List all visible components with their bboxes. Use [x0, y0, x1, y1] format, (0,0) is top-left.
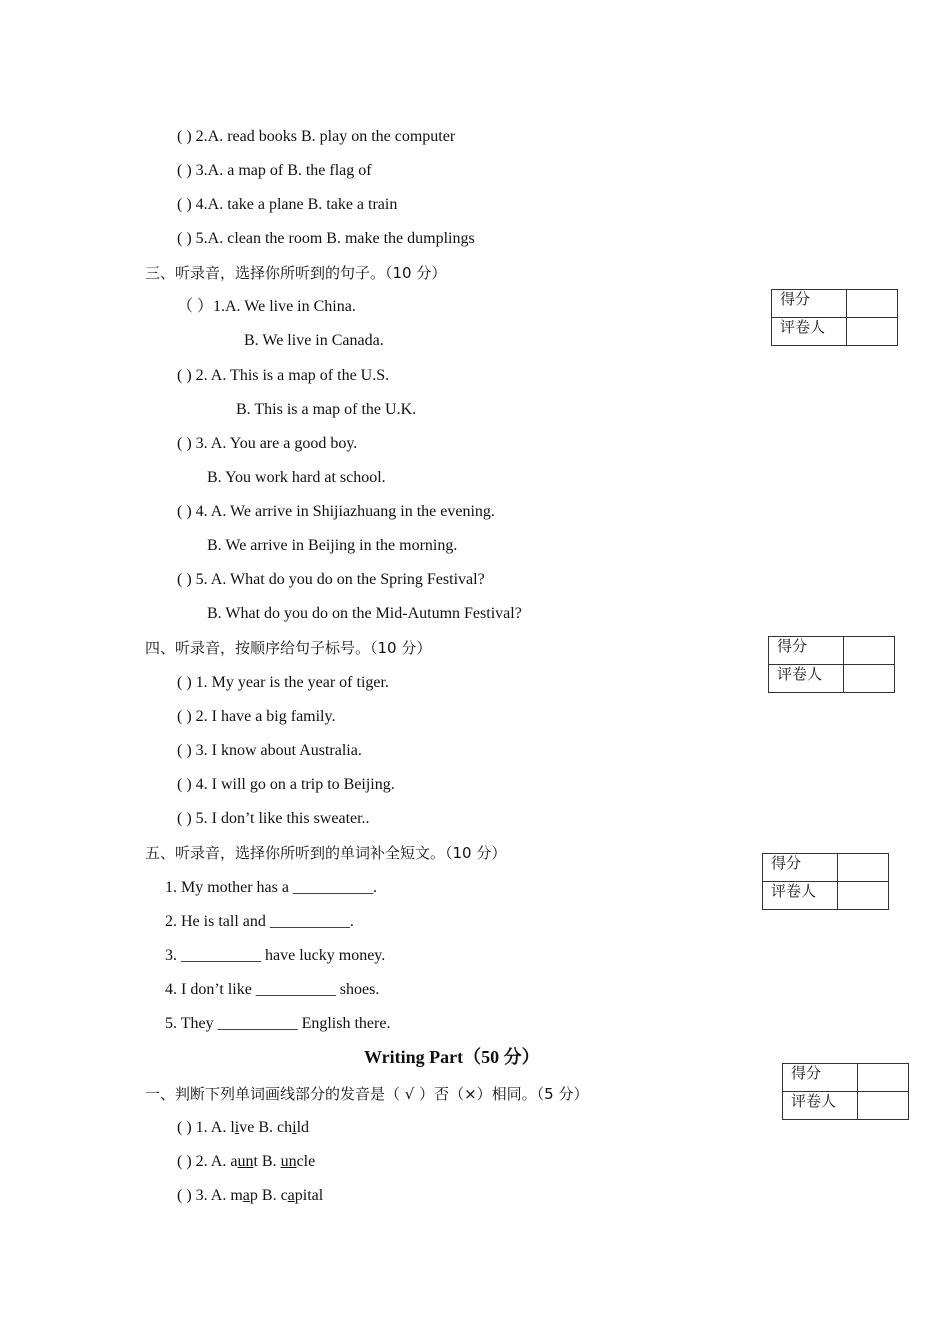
section-heading: 一、判断下列单词画线部分的发音是（ √ ）否（×）相同。（5 分）	[145, 1085, 589, 1103]
question-line: B. We live in Canada.	[244, 332, 384, 349]
score-box	[782, 1063, 909, 1120]
question-line: ( ) 5. A. What do you do on the Spring Festival?	[177, 571, 485, 588]
question-line: ( ) 2. I have a big family.	[177, 708, 336, 725]
score-label: 得分	[769, 637, 844, 665]
question-line: 1. My mother has a __________.	[165, 879, 377, 896]
question-line: 4. I don’t like __________ shoes.	[165, 981, 380, 998]
score-label: 得分	[772, 290, 847, 318]
grader-label: 评卷人	[772, 318, 847, 346]
score-cell[interactable]	[847, 290, 898, 318]
score-cell[interactable]	[844, 637, 895, 665]
question-line: ( ) 1. A. live B. child	[177, 1119, 310, 1136]
question-line: 5. They __________ English there.	[165, 1015, 391, 1032]
score-box	[771, 289, 898, 346]
score-box	[762, 853, 889, 910]
question-line: ( ) 1. My year is the year of tiger.	[177, 674, 389, 691]
question-line: ( ) 4. A. We arrive in Shijiazhuang in the evening.	[177, 503, 495, 520]
section-heading: 五、听录音，选择你所听到的单词补全短文。（10 分）	[145, 844, 507, 862]
grader-cell[interactable]	[838, 882, 889, 910]
question-line: ( ) 5. I don’t like this sweater..	[177, 810, 370, 827]
grader-label: 评卷人	[769, 665, 844, 693]
question-line: ( ) 3. A. You are a good boy.	[177, 435, 358, 452]
question-line: B. We arrive in Beijing in the morning.	[207, 537, 458, 554]
score-label: 得分	[763, 854, 838, 882]
question-line: ( ) 2.A. read books B. play on the computer	[177, 128, 456, 145]
section-heading: 三、听录音，选择你所听到的句子。（10 分）	[145, 264, 447, 282]
question-line: ( ) 2. A. aunt B. uncle	[177, 1153, 316, 1170]
question-line: 3. __________ have lucky money.	[165, 947, 386, 964]
question-line: ( ) 3.A. a map of B. the flag of	[177, 162, 372, 179]
question-line: B. What do you do on the Mid-Autumn Festival?	[207, 605, 522, 622]
question-line: B. This is a map of the U.K.	[236, 401, 417, 418]
question-line: ( ) 4. I will go on a trip to Beijing.	[177, 776, 395, 793]
section-heading: 四、听录音，按顺序给句子标号。（10 分）	[145, 639, 432, 657]
question-line: ( ) 3. A. map B. capital	[177, 1187, 324, 1204]
grader-cell[interactable]	[858, 1092, 909, 1120]
question-line: ( ) 5.A. clean the room B. make the dumplings	[177, 230, 475, 247]
question-line: 2. He is tall and __________.	[165, 913, 354, 930]
score-label: 得分	[783, 1064, 858, 1092]
grader-label: 评卷人	[783, 1092, 858, 1120]
score-cell[interactable]	[858, 1064, 909, 1092]
question-line: （ ）1.A. We live in China.	[177, 298, 356, 315]
question-line: ( ) 3. I know about Australia.	[177, 742, 362, 759]
question-line: ( ) 2. A. This is a map of the U.S.	[177, 367, 390, 384]
question-line: ( ) 4.A. take a plane B. take a train	[177, 196, 398, 213]
grader-cell[interactable]	[844, 665, 895, 693]
score-box	[768, 636, 895, 693]
question-line: B. You work hard at school.	[207, 469, 386, 486]
score-cell[interactable]	[838, 854, 889, 882]
grader-cell[interactable]	[847, 318, 898, 346]
writing-part-title: Writing Part（50 分）	[364, 1047, 540, 1067]
grader-label: 评卷人	[763, 882, 838, 910]
